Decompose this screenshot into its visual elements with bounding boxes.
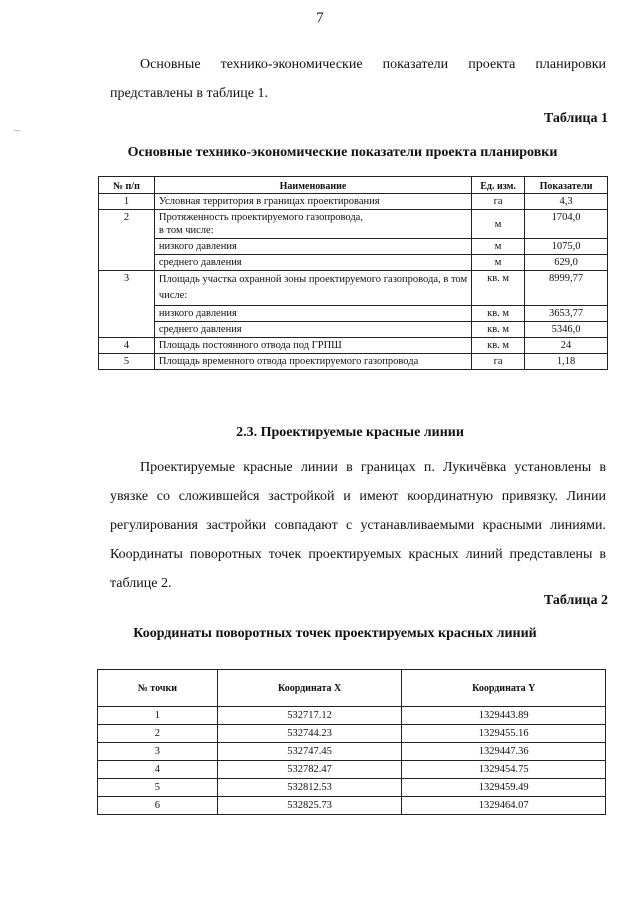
coord-x: 532812.53 <box>217 779 402 797</box>
table-row <box>98 761 606 779</box>
coord-y: 1329459.49 <box>402 779 606 797</box>
table-row <box>99 322 608 338</box>
point-number: 3 <box>98 743 218 761</box>
row-unit: га <box>472 194 525 210</box>
header-num: № п/п <box>99 177 155 194</box>
row-value: 1704,0 <box>525 210 608 239</box>
row-name: низкого давления <box>154 306 471 322</box>
table2-label: Таблица 2 <box>543 593 608 608</box>
table-row <box>99 194 608 210</box>
table-row <box>98 725 606 743</box>
table-row <box>99 255 608 271</box>
point-number: 2 <box>98 725 218 743</box>
indicators-table <box>98 176 608 370</box>
table1-title: Основные технико-экономические показатели проекта планировки <box>127 145 558 160</box>
header-point: № точки <box>98 670 218 707</box>
row-value: 629,0 <box>525 255 608 271</box>
row-name: Площадь временного отвода проектируемого газопровода <box>154 354 471 370</box>
header-unit: Ед. изм. <box>472 177 525 194</box>
row-num: 2 <box>99 210 155 271</box>
table-row <box>99 271 608 306</box>
row-name: Условная территория в границах проектирования <box>154 194 471 210</box>
row-unit: кв. м <box>472 306 525 322</box>
point-number: 6 <box>98 797 218 815</box>
row-value: 3653,77 <box>525 306 608 322</box>
row-name: среднего давления <box>154 322 471 338</box>
point-number: 1 <box>98 707 218 725</box>
row-name: среднего давления <box>154 255 471 271</box>
row-value: 8999,77 <box>525 271 608 306</box>
row-value: 1,18 <box>525 354 608 370</box>
row-unit: кв. м <box>472 271 525 306</box>
table1-label: Таблица 1 <box>543 111 608 126</box>
margin-mark <box>14 130 20 131</box>
table-row <box>99 338 608 354</box>
row-name-sub: в том числе: <box>158 225 214 236</box>
coord-y: 1329447.36 <box>402 743 606 761</box>
table-header-row <box>98 670 606 707</box>
row-name: низкого давления <box>154 239 471 255</box>
row-value: 24 <box>525 338 608 354</box>
row-name-main: Протяженность проектируемого газопровода, <box>158 212 363 223</box>
table-row <box>99 210 608 239</box>
header-name: Наименование <box>154 177 471 194</box>
row-value: 1075,0 <box>525 239 608 255</box>
coord-y: 1329455.16 <box>402 725 606 743</box>
coord-y: 1329454.75 <box>402 761 606 779</box>
row-num: 3 <box>99 271 155 338</box>
coord-y: 1329443.89 <box>402 707 606 725</box>
header-value: Показатели <box>525 177 608 194</box>
row-unit: кв. м <box>472 322 525 338</box>
body-paragraph: Проектируемые красные линии в границах п. Лукичёвка установлены в увязке со сложившейся застройкой и имеют координатную привязку. Линии регулирования застройки совпадают с устанавливаемыми красными линиями. Координаты поворотных точек проектируемых красных линий представлены в таблице 2. <box>110 460 606 591</box>
section-heading: 2.3. Проектируемые красные линии <box>236 425 464 440</box>
coord-x: 532717.12 <box>217 707 402 725</box>
page-number: 7 <box>316 10 324 26</box>
table-row <box>98 743 606 761</box>
coordinates-table <box>97 669 606 815</box>
coord-x: 532825.73 <box>217 797 402 815</box>
table-row <box>99 239 608 255</box>
header-x: Координата X <box>217 670 402 707</box>
row-num: 5 <box>99 354 155 370</box>
intro-paragraph: Основные технико-экономические показатели проекта планировки представлены в таблице 1. <box>110 57 606 101</box>
point-number: 5 <box>98 779 218 797</box>
table-row <box>99 306 608 322</box>
row-unit: га <box>472 354 525 370</box>
row-name: Площадь участка охранной зоны проектируемого газопровода, в том числе: <box>154 271 471 306</box>
table-header-row <box>99 177 608 194</box>
coord-x: 532744.23 <box>217 725 402 743</box>
point-number: 4 <box>98 761 218 779</box>
table2-title: Координаты поворотных точек проектируемых красных линий <box>133 626 537 641</box>
row-name <box>154 210 471 239</box>
coord-x: 532782.47 <box>217 761 402 779</box>
header-y: Координата Y <box>402 670 606 707</box>
table-row <box>99 354 608 370</box>
row-unit: м <box>472 255 525 271</box>
table-row <box>98 707 606 725</box>
row-unit: кв. м <box>472 338 525 354</box>
row-unit: м <box>472 239 525 255</box>
row-name: Площадь постоянного отвода под ГРПШ <box>154 338 471 354</box>
coord-y: 1329464.07 <box>402 797 606 815</box>
row-value: 5346,0 <box>525 322 608 338</box>
row-value: 4,3 <box>525 194 608 210</box>
table-row <box>98 779 606 797</box>
coord-x: 532747.45 <box>217 743 402 761</box>
table-row <box>98 797 606 815</box>
row-num: 1 <box>99 194 155 210</box>
row-num: 4 <box>99 338 155 354</box>
row-unit: м <box>472 210 525 239</box>
